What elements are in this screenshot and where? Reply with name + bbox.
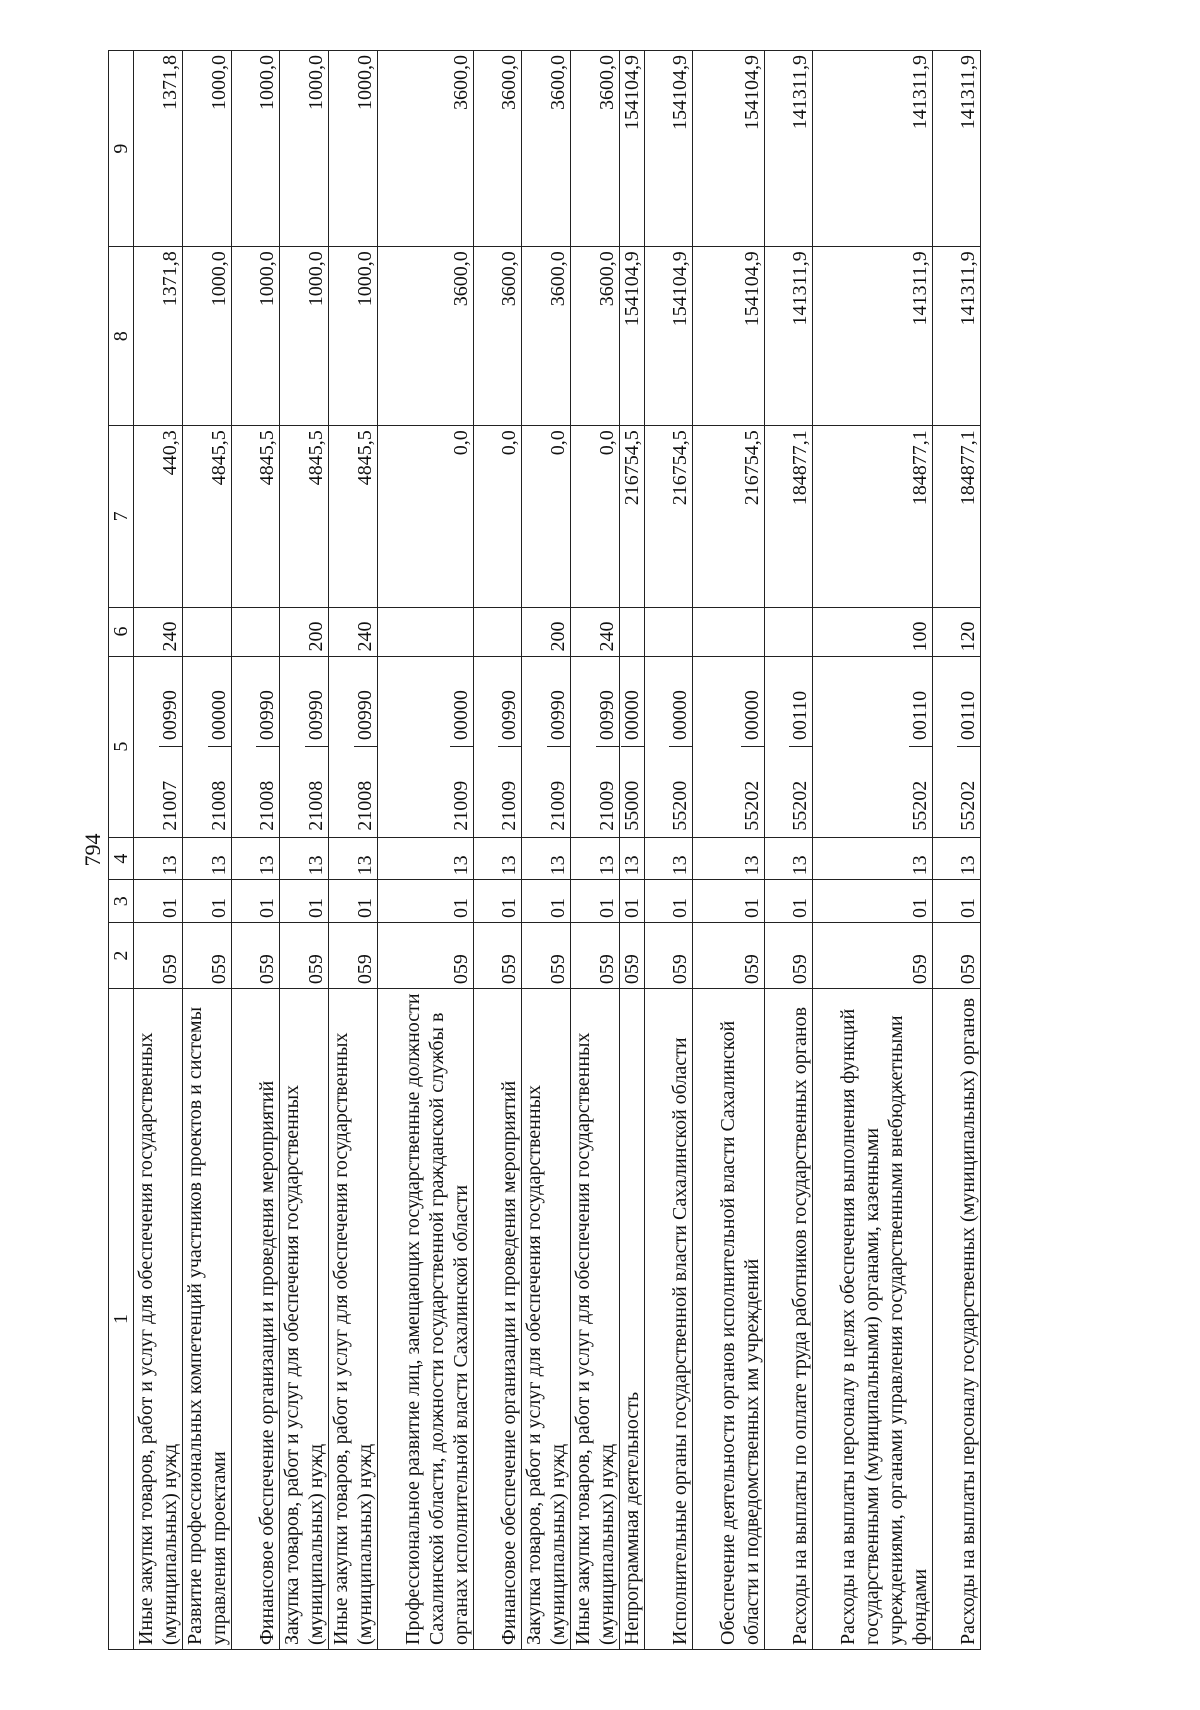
- section-code: 01: [522, 880, 571, 923]
- table-row: [813, 51, 933, 1650]
- amount-col9: 154104,9: [693, 51, 765, 247]
- budget-table: [108, 50, 981, 1650]
- ministry-code: 059: [813, 923, 933, 989]
- subsection-code: 13: [474, 837, 522, 880]
- expense-type-code: 200: [522, 607, 571, 656]
- target-article-code: [378, 656, 474, 837]
- expense-type-code: 240: [571, 607, 620, 656]
- row-name: Закупка товаров, работ и услуг для обеспечения государственных (муниципальных) нужд: [522, 989, 571, 1650]
- amount-col7: 184877,1: [813, 426, 933, 607]
- program-code: 21007: [159, 746, 182, 837]
- expense-type-code: [693, 607, 765, 656]
- col-header-1: 1: [109, 989, 134, 1650]
- row-name: Обеспечение деятельности органов исполнительной власти Сахалинской области и подведомственных им учреждений: [693, 989, 765, 1650]
- target-article-code: [183, 656, 232, 837]
- amount-col9: 3600,0: [474, 51, 522, 247]
- row-name: Расходы на выплаты персоналу в целях обеспечения выполнения функций государственными (муниципальными) органами, казенными учреждениями, органами управления государственными внебюджетными фондами: [813, 989, 933, 1650]
- program-code: 21008: [354, 746, 377, 837]
- subsection-code: 13: [329, 837, 378, 880]
- subsection-code: 13: [933, 837, 981, 880]
- target-article-code: [765, 656, 813, 837]
- section-code: 01: [183, 880, 232, 923]
- section-code: 01: [280, 880, 329, 923]
- expense-type-code: 240: [329, 607, 378, 656]
- table-row: [693, 51, 765, 1650]
- amount-col9: 154104,9: [620, 51, 645, 247]
- target-article-code: [620, 656, 645, 837]
- amount-col8: 141311,9: [813, 247, 933, 426]
- col-header-4: 4: [109, 837, 134, 880]
- subsection-code: 13: [813, 837, 933, 880]
- row-name: Иные закупки товаров, работ и услуг для обеспечения государственных (муниципальных) нужд: [134, 989, 183, 1650]
- direction-code: 00990: [305, 690, 327, 741]
- amount-col9: 141311,9: [765, 51, 813, 247]
- subsection-code: 13: [134, 837, 183, 880]
- expense-type-code: [645, 607, 693, 656]
- row-name: Непрограммная деятельность: [620, 989, 645, 1650]
- ministry-code: 059: [765, 923, 813, 989]
- program-code: 21009: [547, 746, 570, 837]
- amount-col8: 1000,0: [280, 247, 329, 426]
- ministry-code: 059: [329, 923, 378, 989]
- amount-col8: 3600,0: [474, 247, 522, 426]
- subsection-code: 13: [571, 837, 620, 880]
- section-code: 01: [765, 880, 813, 923]
- amount-col9: 3600,0: [522, 51, 571, 247]
- amount-col7: 184877,1: [765, 426, 813, 607]
- col-header-2: 2: [109, 923, 134, 989]
- subsection-code: 13: [280, 837, 329, 880]
- subsection-code: 13: [378, 837, 474, 880]
- amount-col9: 3600,0: [571, 51, 620, 247]
- row-name: Финансовое обеспечение организации и проведения мероприятий: [474, 989, 522, 1650]
- target-article-code: [232, 656, 280, 837]
- row-name: Закупка товаров, работ и услуг для обеспечения государственных (муниципальных) нужд: [280, 989, 329, 1650]
- direction-code: 00990: [354, 690, 376, 741]
- amount-col9: 141311,9: [933, 51, 981, 247]
- row-name: Иные закупки товаров, работ и услуг для обеспечения государственных (муниципальных) нужд: [571, 989, 620, 1650]
- expense-type-code: [232, 607, 280, 656]
- expense-type-code: 200: [280, 607, 329, 656]
- program-code: 21009: [450, 746, 473, 837]
- program-code: 55200: [669, 746, 692, 837]
- amount-col9: 1000,0: [232, 51, 280, 247]
- expense-type-code: 100: [813, 607, 933, 656]
- col-header-8: 8: [109, 247, 134, 426]
- table-row: [571, 51, 620, 1650]
- row-name: Профессиональное развитие лиц, замещающих государственные должности Сахалинской области, должности государственной гражданской службы в органах исполнительной власти Сахалинской области: [378, 989, 474, 1650]
- target-article-code: [813, 656, 933, 837]
- rotated-page: [80, 50, 1120, 1650]
- ministry-code: 059: [620, 923, 645, 989]
- table-row: [378, 51, 474, 1650]
- amount-col8: 3600,0: [571, 247, 620, 426]
- expense-type-code: [620, 607, 645, 656]
- target-article-code: [280, 656, 329, 837]
- amount-col9: 3600,0: [378, 51, 474, 247]
- row-name: Иные закупки товаров, работ и услуг для обеспечения государственных (муниципальных) нужд: [329, 989, 378, 1650]
- ministry-code: 059: [522, 923, 571, 989]
- table-row: [522, 51, 571, 1650]
- row-name: Исполнительные органы государственной власти Сахалинской области: [645, 989, 693, 1650]
- program-code: 21008: [256, 746, 279, 837]
- table-row: [183, 51, 232, 1650]
- table-row: [232, 51, 280, 1650]
- amount-col9: 1000,0: [329, 51, 378, 247]
- direction-code: 00990: [547, 690, 569, 741]
- amount-col8: 154104,9: [645, 247, 693, 426]
- amount-col9: 1000,0: [183, 51, 232, 247]
- ministry-code: 059: [693, 923, 765, 989]
- direction-code: 00000: [621, 690, 643, 741]
- amount-col7: 0,0: [474, 426, 522, 607]
- ministry-code: 059: [571, 923, 620, 989]
- program-code: 21008: [208, 746, 231, 837]
- direction-code: 00110: [909, 690, 931, 741]
- expense-type-code: [474, 607, 522, 656]
- section-code: 01: [620, 880, 645, 923]
- amount-col7: 216754,5: [645, 426, 693, 607]
- amount-col8: 1000,0: [183, 247, 232, 426]
- subsection-code: 13: [183, 837, 232, 880]
- amount-col7: 4845,5: [183, 426, 232, 607]
- section-code: 01: [329, 880, 378, 923]
- amount-col7: 216754,5: [620, 426, 645, 607]
- row-name: Развитие профессиональных компетенций участников проектов и системы управления проектами: [183, 989, 232, 1650]
- table-row: [329, 51, 378, 1650]
- table-row: [474, 51, 522, 1650]
- section-code: 01: [232, 880, 280, 923]
- amount-col7: 440,3: [134, 426, 183, 607]
- amount-col7: 184877,1: [933, 426, 981, 607]
- subsection-code: 13: [645, 837, 693, 880]
- target-article-code: [571, 656, 620, 837]
- expense-type-code: 240: [134, 607, 183, 656]
- program-code: 21009: [596, 746, 619, 837]
- direction-code: 00990: [596, 690, 618, 741]
- direction-code: 00000: [741, 690, 763, 741]
- amount-col7: 0,0: [571, 426, 620, 607]
- target-article-code: [693, 656, 765, 837]
- amount-col8: 3600,0: [378, 247, 474, 426]
- program-code: 55202: [957, 746, 980, 837]
- direction-code: 00110: [789, 690, 811, 741]
- ministry-code: 059: [933, 923, 981, 989]
- row-name: Финансовое обеспечение организации и проведения мероприятий: [232, 989, 280, 1650]
- ministry-code: 059: [280, 923, 329, 989]
- subsection-code: 13: [765, 837, 813, 880]
- target-article-code: [933, 656, 981, 837]
- col-header-3: 3: [109, 880, 134, 923]
- expense-type-code: [378, 607, 474, 656]
- program-code: 55000: [621, 746, 644, 837]
- amount-col8: 3600,0: [522, 247, 571, 426]
- ministry-code: 059: [645, 923, 693, 989]
- table-row: [620, 51, 645, 1650]
- target-article-code: [329, 656, 378, 837]
- expense-type-code: 120: [933, 607, 981, 656]
- direction-code: 00000: [669, 690, 691, 741]
- program-code: 21009: [498, 746, 521, 837]
- ministry-code: 059: [474, 923, 522, 989]
- col-header-5: 5: [109, 656, 134, 837]
- amount-col7: 216754,5: [693, 426, 765, 607]
- target-article-code: [474, 656, 522, 837]
- subsection-code: 13: [620, 837, 645, 880]
- section-code: 01: [474, 880, 522, 923]
- subsection-code: 13: [693, 837, 765, 880]
- target-article-code: [645, 656, 693, 837]
- ministry-code: 059: [378, 923, 474, 989]
- table-row: [280, 51, 329, 1650]
- amount-col8: 154104,9: [693, 247, 765, 426]
- amount-col8: 1000,0: [232, 247, 280, 426]
- table-row: [765, 51, 813, 1650]
- amount-col7: 4845,5: [329, 426, 378, 607]
- amount-col7: 0,0: [378, 426, 474, 607]
- table-row: [134, 51, 183, 1650]
- subsection-code: 13: [232, 837, 280, 880]
- direction-code: 00990: [256, 690, 278, 741]
- target-article-code: [522, 656, 571, 837]
- ministry-code: 059: [232, 923, 280, 989]
- col-header-6: 6: [109, 607, 134, 656]
- ministry-code: 059: [183, 923, 232, 989]
- section-code: 01: [134, 880, 183, 923]
- amount-col8: 141311,9: [765, 247, 813, 426]
- program-code: 55202: [789, 746, 812, 837]
- program-code: 21008: [305, 746, 328, 837]
- amount-col7: 4845,5: [232, 426, 280, 607]
- section-code: 01: [645, 880, 693, 923]
- program-code: 55202: [741, 746, 764, 837]
- amount-col9: 1371,8: [134, 51, 183, 247]
- section-code: 01: [693, 880, 765, 923]
- col-header-7: 7: [109, 426, 134, 607]
- section-code: 01: [378, 880, 474, 923]
- amount-col7: 0,0: [522, 426, 571, 607]
- section-code: 01: [933, 880, 981, 923]
- section-code: 01: [813, 880, 933, 923]
- expense-type-code: [765, 607, 813, 656]
- direction-code: 00110: [957, 690, 979, 741]
- amount-col8: 1371,8: [134, 247, 183, 426]
- amount-col9: 141311,9: [813, 51, 933, 247]
- direction-code: 00990: [498, 690, 520, 741]
- section-code: 01: [571, 880, 620, 923]
- amount-col7: 4845,5: [280, 426, 329, 607]
- amount-col9: 1000,0: [280, 51, 329, 247]
- row-name: Расходы на выплаты по оплате труда работников государственных органов: [765, 989, 813, 1650]
- target-article-code: [134, 656, 183, 837]
- direction-code: 00000: [450, 690, 472, 741]
- header-row: [109, 51, 134, 1650]
- row-name: Расходы на выплаты персоналу государственных (муниципальных) органов: [933, 989, 981, 1650]
- col-header-9: 9: [109, 51, 134, 247]
- table-row: [933, 51, 981, 1650]
- amount-col8: 154104,9: [620, 247, 645, 426]
- expense-type-code: [183, 607, 232, 656]
- direction-code: 00000: [208, 690, 230, 741]
- amount-col8: 141311,9: [933, 247, 981, 426]
- page-number: 794: [80, 833, 105, 867]
- ministry-code: 059: [134, 923, 183, 989]
- table-row: [645, 51, 693, 1650]
- subsection-code: 13: [522, 837, 571, 880]
- program-code: 55202: [909, 746, 932, 837]
- amount-col9: 154104,9: [645, 51, 693, 247]
- direction-code: 00990: [159, 690, 181, 741]
- amount-col8: 1000,0: [329, 247, 378, 426]
